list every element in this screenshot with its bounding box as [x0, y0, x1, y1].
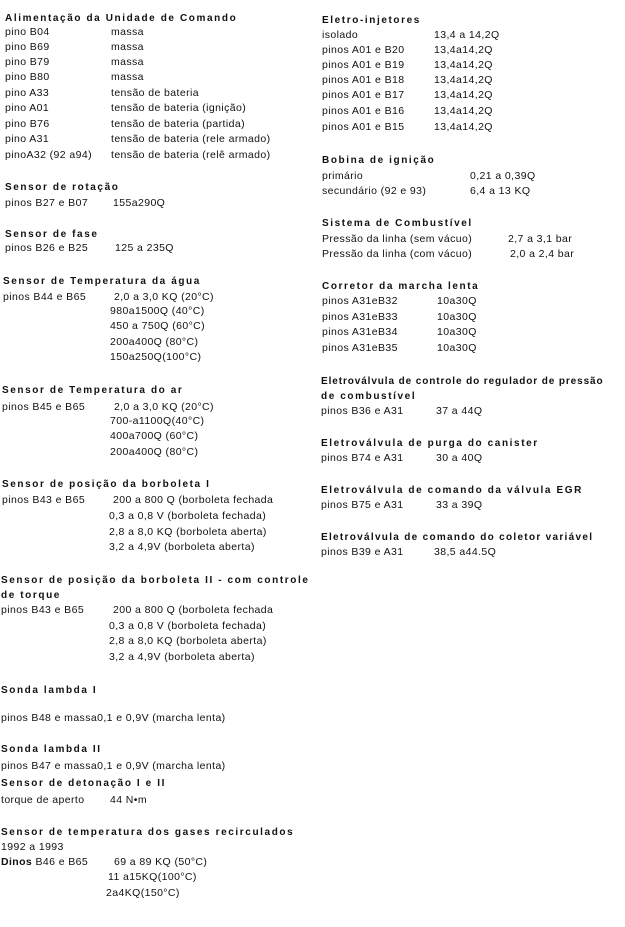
pin-label: pinos B44 e B65	[3, 291, 87, 303]
section-title: Sonda lambda II	[1, 744, 102, 755]
pin-label: pinoA32 (92 a94)	[5, 149, 92, 161]
pin-label: pino B76	[5, 118, 50, 130]
pin-label-bold: Dinos	[1, 856, 33, 868]
year-range: 1992 a 1993	[1, 841, 64, 853]
value: 700-a1100Q(40°C)	[110, 415, 205, 427]
section-title: Sensor de posição da borboleta II - com controle	[1, 575, 310, 586]
value: pinos B47 e massa0,1 e 0,9V (marcha lenta)	[1, 760, 226, 772]
pin-label: pinos A01 e B20	[322, 44, 405, 56]
pin-label: Pressão da linha (sem vácuo)	[322, 233, 473, 245]
value: 2,0 a 3,0 KQ (20°C)	[114, 401, 214, 413]
section-title: Sensor de rotação	[5, 182, 120, 193]
value: 33 a 39Q	[436, 499, 483, 511]
value: tensão de bateria (ignição)	[111, 102, 247, 114]
pin-label: secundário (92 e 93)	[322, 185, 427, 197]
value: 10a30Q	[437, 311, 477, 323]
pin-label: pinos B43 e B65	[1, 604, 85, 616]
value: 13,4a14,2Q	[434, 74, 493, 86]
value: 44 N•m	[110, 794, 148, 806]
pin-label: pinos B36 e A31	[321, 405, 404, 417]
pin-label: pinos A01 e B19	[322, 59, 405, 71]
value: 13,4 a 14,2Q	[434, 29, 500, 41]
value: tensão de bateria (partida)	[111, 118, 245, 130]
section-title: Sonda lambda I	[1, 685, 98, 696]
value: 150a250Q(100°C)	[110, 351, 202, 363]
value: 10a30Q	[437, 342, 477, 354]
pin-label: torque de aperto	[1, 794, 85, 806]
pin-label: pino A01	[5, 102, 50, 114]
pin-label: isolado	[322, 29, 359, 41]
value: 38,5 a44.5Q	[434, 546, 497, 558]
value: tensão de bateria (rele armado)	[111, 133, 271, 145]
section-title: Sensor de temperatura dos gases recirculados	[1, 827, 295, 838]
value: massa	[111, 71, 144, 83]
pin-label: pinos A01 e B16	[322, 105, 405, 117]
section-title: Eletro-injetores	[322, 15, 421, 26]
value: 10a30Q	[437, 326, 477, 338]
value: 2,0 a 2,4 bar	[510, 248, 575, 260]
value: 450 a 750Q (60°C)	[110, 320, 206, 332]
pin-label: primário	[322, 170, 364, 182]
value: tensão de bateria	[111, 87, 199, 99]
pin-label-rest: B46 e B65	[32, 856, 89, 868]
pin-label: pinos A31eB33	[322, 311, 398, 323]
value: 13,4a14,2Q	[434, 44, 493, 56]
value: 13,4a14,2Q	[434, 89, 493, 101]
pin-label	[1, 856, 88, 869]
value: 200 a 800 Q (borboleta fechada	[113, 494, 274, 506]
pin-label: pino B69	[5, 41, 50, 53]
value: 3,2 a 4,9V (borboleta aberta)	[109, 651, 255, 663]
value: 200a400Q (80°C)	[110, 446, 199, 458]
section-title: Bobina de ignição	[322, 155, 436, 166]
value: 400a700Q (60°C)	[110, 430, 199, 442]
value: 13,4a14,2Q	[434, 121, 493, 133]
value: 6,4 a 13 KQ	[470, 185, 531, 197]
value: pinos B48 e massa0,1 e 0,9V (marcha lenta)	[1, 712, 226, 724]
pin-label: pinos A31eB34	[322, 326, 398, 338]
section-title: Sensor de posição da borboleta I	[2, 479, 211, 490]
value: 2a4KQ(150°C)	[106, 887, 180, 899]
value: 11 a15KQ(100°C)	[108, 871, 197, 883]
pin-label: pinos B27 e B07	[5, 197, 89, 209]
section-title: Eletroválvula de comando do coletor variável	[321, 532, 594, 543]
pin-label: pinos A31eB35	[322, 342, 398, 354]
value: 0,21 a 0,39Q	[470, 170, 536, 182]
section-title: Sensor de fase	[5, 229, 99, 240]
pin-label: pinos A01 e B15	[322, 121, 405, 133]
section-title-continued: de combustível	[321, 391, 417, 402]
pin-label: pinos B26 e B25	[5, 242, 89, 254]
section-title: Eletroválvula de controle do regulador de pressão	[321, 376, 604, 387]
pin-label: pinos B74 e A31	[321, 452, 404, 464]
pin-label: pinos B75 e A31	[321, 499, 404, 511]
value: 2,8 a 8,0 KQ (borboleta aberta)	[109, 526, 267, 538]
pin-label: pinos A01 e B18	[322, 74, 405, 86]
section-title: Sistema de Combustível	[322, 218, 473, 229]
pin-label: pinos B39 e A31	[321, 546, 404, 558]
pin-label: pino A33	[5, 87, 50, 99]
value: 200 a 800 Q (borboleta fechada	[113, 604, 274, 616]
section-title: Eletroválvula de purga do canister	[321, 438, 539, 449]
value: 2,0 a 3,0 KQ (20°C)	[114, 291, 214, 303]
section-title: Corretor da marcha lenta	[322, 281, 480, 292]
value: 37 a 44Q	[436, 405, 483, 417]
value: 200a400Q (80°C)	[110, 336, 199, 348]
pin-label: Pressão da linha (com vácuo)	[322, 248, 473, 260]
value: 2,7 a 3,1 bar	[508, 233, 573, 245]
pin-label: pinos B45 e B65	[2, 401, 86, 413]
value: 10a30Q	[437, 295, 477, 307]
section-title: Sensor de Temperatura do ar	[2, 385, 184, 396]
section-title: Sensor de detonação I e II	[1, 778, 166, 789]
value: 13,4a14,2Q	[434, 105, 493, 117]
pin-label: pino A31	[5, 133, 50, 145]
value: 69 a 89 KQ (50°C)	[114, 856, 208, 868]
value: tensão de bateria (relê armado)	[111, 149, 271, 161]
value: 2,8 a 8,0 KQ (borboleta aberta)	[109, 635, 267, 647]
value: 30 a 40Q	[436, 452, 483, 464]
pin-label: pinos B43 e B65	[2, 494, 86, 506]
value: 13,4a14,2Q	[434, 59, 493, 71]
section-title: Eletroválvula de comando da válvula EGR	[321, 485, 583, 496]
value: 980a1500Q (40°C)	[110, 305, 205, 317]
value: massa	[111, 26, 144, 38]
pin-label: pino B80	[5, 71, 50, 83]
pin-label: pinos A31eB32	[322, 295, 398, 307]
value: massa	[111, 56, 144, 68]
section-title: Sensor de Temperatura da água	[3, 276, 201, 287]
pin-label: pinos A01 e B17	[322, 89, 405, 101]
pin-label: pino B04	[5, 26, 50, 38]
value: massa	[111, 41, 144, 53]
value: 0,3 a 0,8 V (borboleta fechada)	[109, 510, 267, 522]
value: 125 a 235Q	[115, 242, 174, 254]
value: 155a290Q	[113, 197, 166, 209]
value: 0,3 a 0,8 V (borboleta fechada)	[109, 620, 267, 632]
value: 3,2 a 4,9V (borboleta aberta)	[109, 541, 255, 553]
pin-label: pino B79	[5, 56, 50, 68]
section-title-continued: de torque	[1, 590, 61, 601]
section-title: Alimentação da Unidade de Comando	[5, 13, 238, 24]
